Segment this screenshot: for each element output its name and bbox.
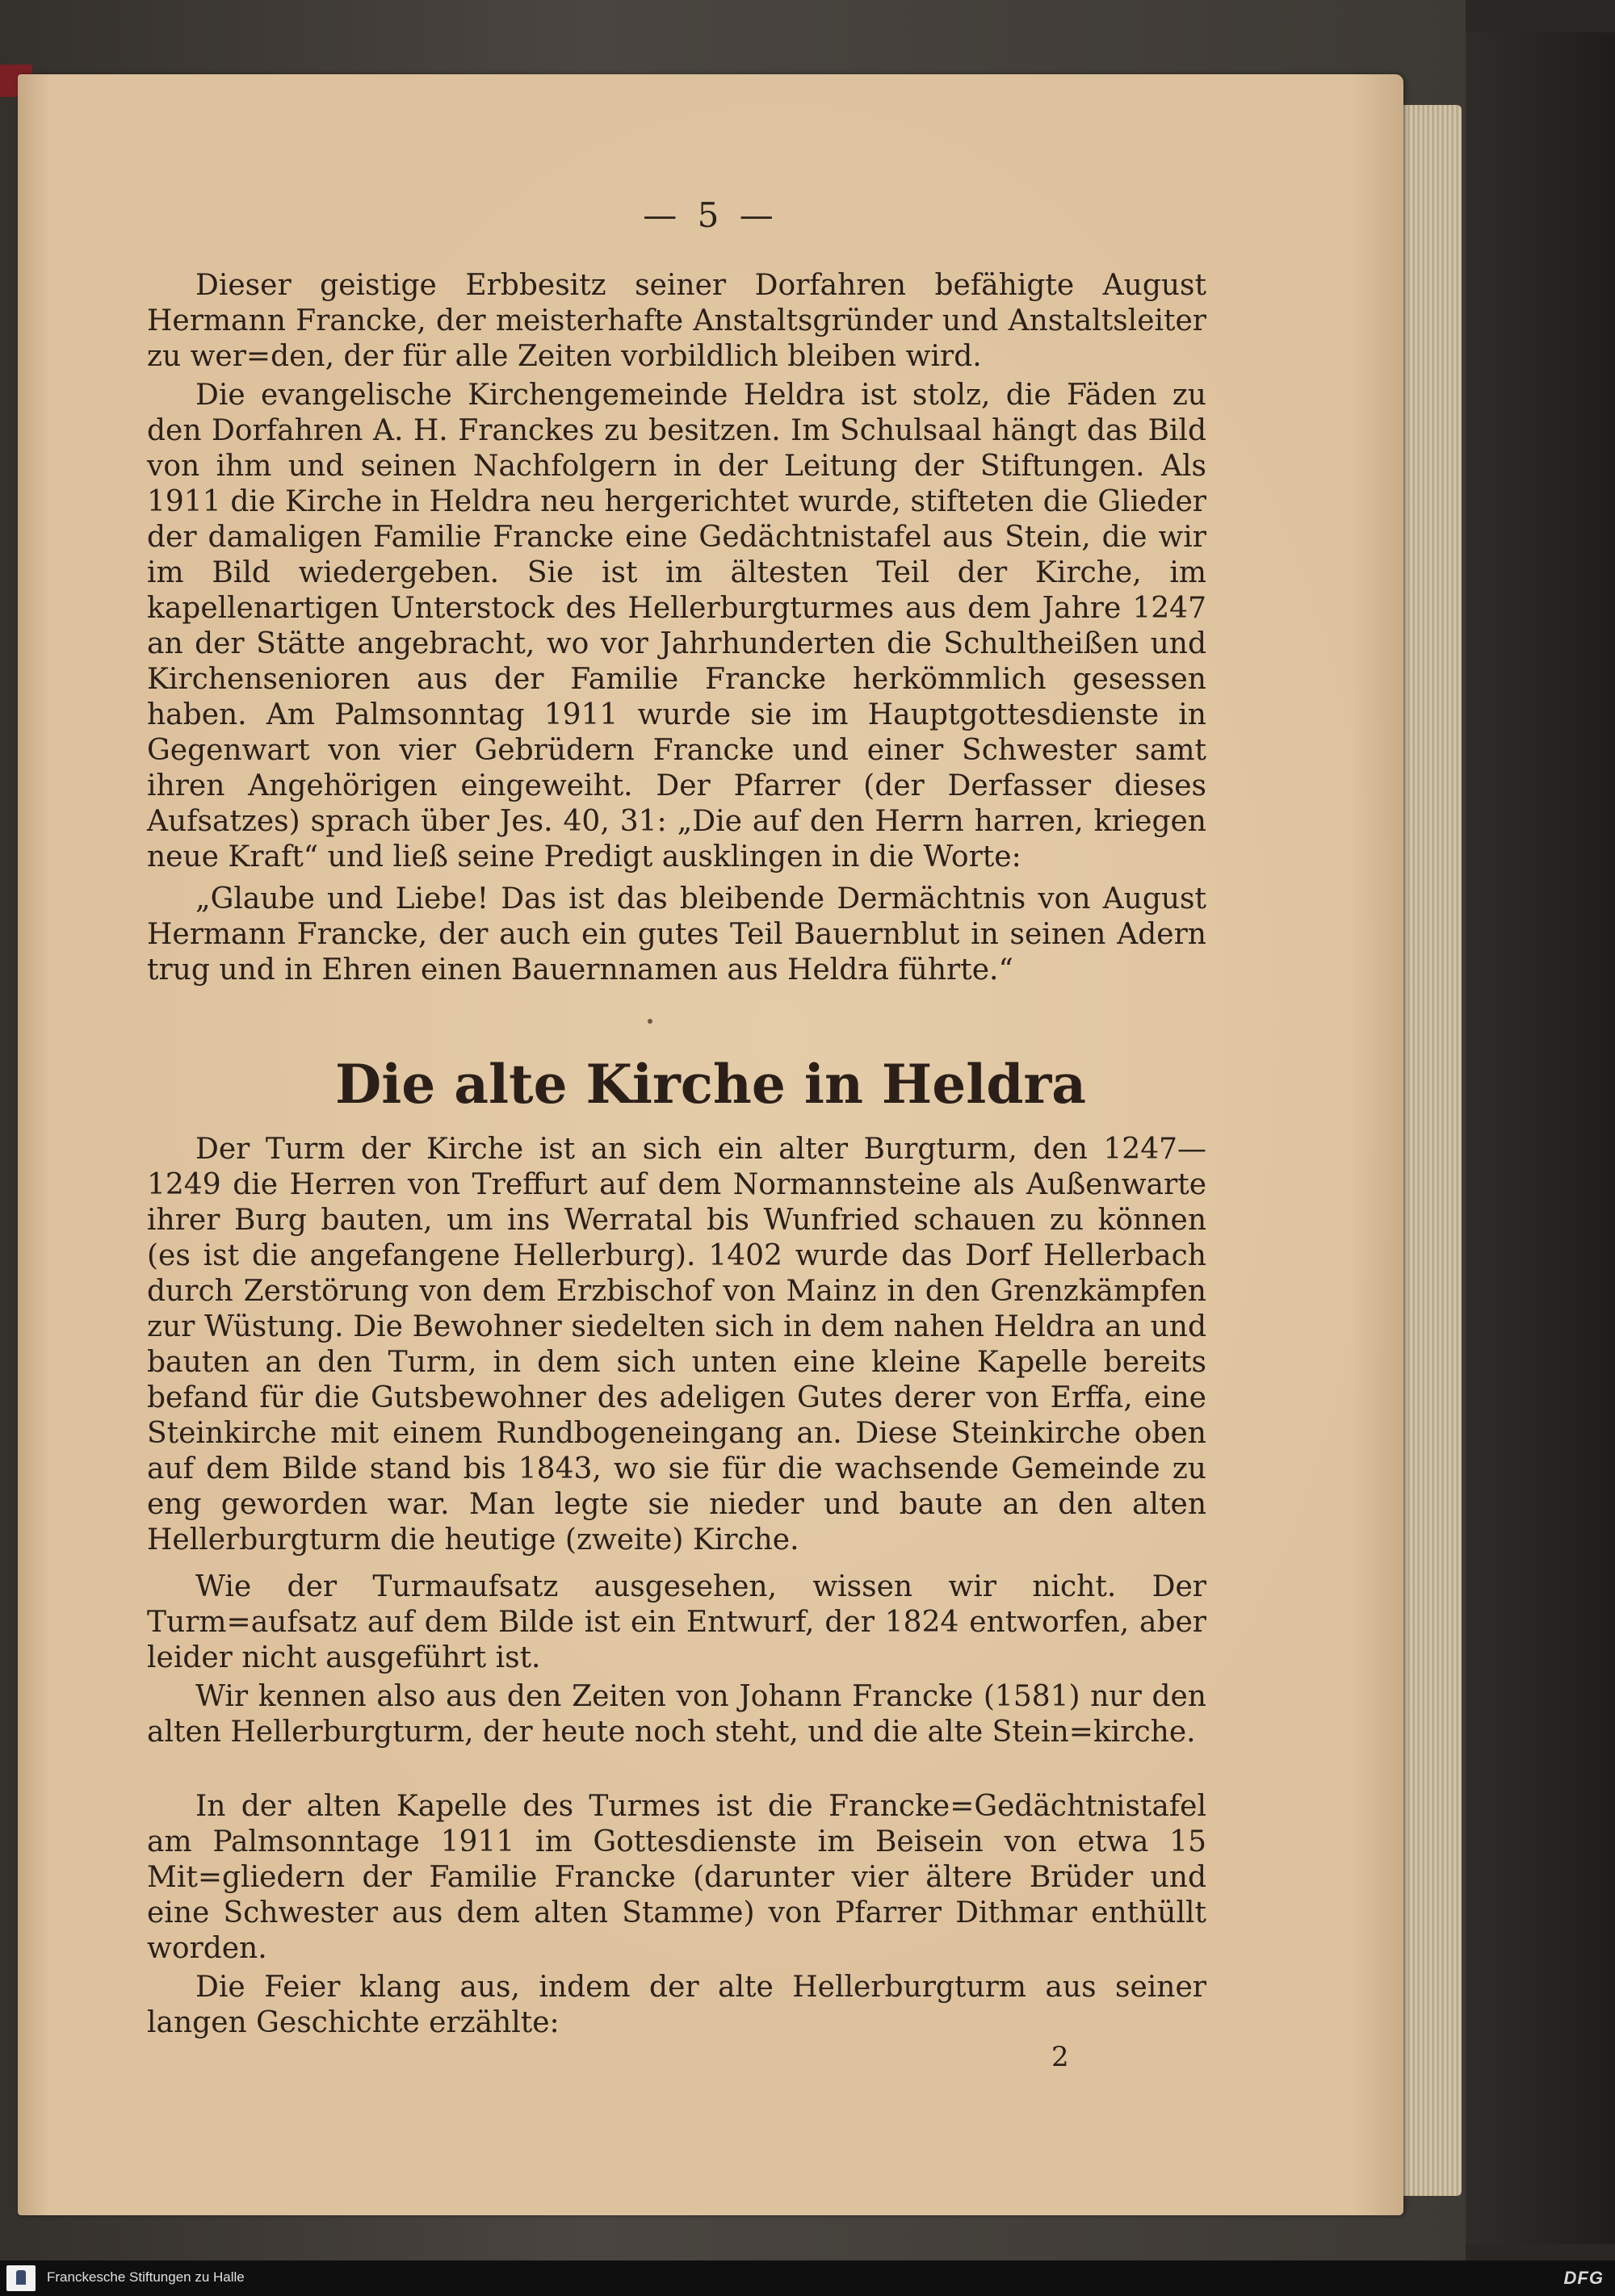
paragraph: Die Feier klang aus, indem der alte Hellerburgturm aus seiner langen Geschichte erzählte:	[147, 1971, 1206, 2039]
book-page	[18, 74, 1403, 2215]
paragraph: Der Turm der Kirche ist an sich ein alter Burgturm, den 1247—1249 die Herren von Treffurt auf dem Normannsteine als Außenwarte ihrer Burg bauten, um ins Werratal bis Wunfried schauen zu können (es ist die angefangene Hellerburg). 1402 wurde das Dorf Hellerbach durch Zerstörung von dem Erzbischof von Mainz in den Grenzkämpfen zur Wüstung. Die Bewohner siedelten sich in dem nahen Heldra an und bauten an den Turm, in dem sich unten eine kleine Kapelle bereits befand für die Gutsbewohner des adeligen Gutes derer von Erffa, eine Steinkirche mit einem Rundbogeneingang an. Diese Steinkirche oben auf dem Bilde stand bis 1843, wo sie für die wachsende Gemeinde zu eng geworden war. Man legte sie nieder und baute an den alten Hellerburgturm die heutige (zweite) Kirche.	[147, 1133, 1206, 1557]
paragraph: Die evangelische Kirchengemeinde Heldra ist stolz, die Fäden zu den Dorfahren A. H. Franckes zu besitzen. Im Schulsaal hängt das Bild von ihm und seinen Nachfolgern in der Leitung der Stiftungen. Als 1911 die Kirche in Heldra neu hergerichtet wurde, stifteten die Glieder der damaligen Familie Francke eine Gedächtnistafel aus Stein, die wir im Bild wiedergeben. Sie ist im ältesten Teil der Kirche, im kapellenartigen Unterstock des Hellerburgturmes aus dem Jahre 1247 an der Stätte angebracht, wo vor Jahrhunderten die Schultheißen und Kirchensenioren aus der Familie Francke herkömmlich gesessen haben. Am Palmsonntag 1911 wurde sie im Hauptgottesdienste in Gegenwart von vier Gebrüdern Francke und einer Schwester samt ihren Angehörigen eingeweiht. Der Pfarrer (der Derfasser dieses Aufsatzes) sprach über Jes. 40, 31: „Die auf den Herrn harren, kriegen neue Kraft“ und ließ seine Predigt ausklingen in die Worte:	[147, 379, 1206, 874]
section-heading: Die alte Kirche in Heldra	[334, 1053, 1087, 1116]
paragraph: Dieser geistige Erbbesitz seiner Dorfahren befähigte August Hermann Francke, der meisterhafte Anstaltsgründer und Anstaltsleiter zu wer=den, der für alle Zeiten vorbildlich bleiben wird.	[147, 269, 1206, 373]
quote-paragraph: „Glaube und Liebe! Das ist das bleibende Dermächtnis von August Hermann Francke, der auch ein gutes Teil Bauernblut in seinen Adern trug und in Ehren einen Bauernnamen aus Heldra führte.“	[147, 882, 1206, 987]
signature-mark: 2	[1051, 2041, 1069, 2073]
divider-dot	[648, 1019, 652, 1024]
book-cover-edge	[1466, 32, 1615, 2244]
viewer-footer	[0, 2260, 1615, 2296]
paragraph: Wie der Turmaufsatz ausgesehen, wissen wir nicht. Der Turm=aufsatz auf dem Bilde ist ein Entwurf, der 1824 entworfen, aber leider nicht ausgeführt ist.	[147, 1570, 1206, 1674]
institution-name[interactable]: Franckesche Stiftungen zu Halle	[47, 2269, 245, 2285]
page-number: — 5 —	[643, 195, 778, 235]
paragraph: Wir kennen also aus den Zeiten von Johann Francke (1581) nur den alten Hellerburgturm, der heute noch steht, und die alte Stein=kirche.	[147, 1680, 1206, 1749]
institution-logo-icon[interactable]	[6, 2265, 36, 2291]
dfg-logo[interactable]: DFG	[1563, 2268, 1604, 2288]
paragraph: In der alten Kapelle des Turmes ist die Francke=Gedächtnistafel am Palmsonntage 1911 im Gottesdienste im Beisein von etwa 15 Mit=gliedern der Familie Francke (darunter vier ältere Brüder und eine Schwester aus dem alten Stamme) von Pfarrer Dithmar enthüllt worden.	[147, 1790, 1206, 1965]
